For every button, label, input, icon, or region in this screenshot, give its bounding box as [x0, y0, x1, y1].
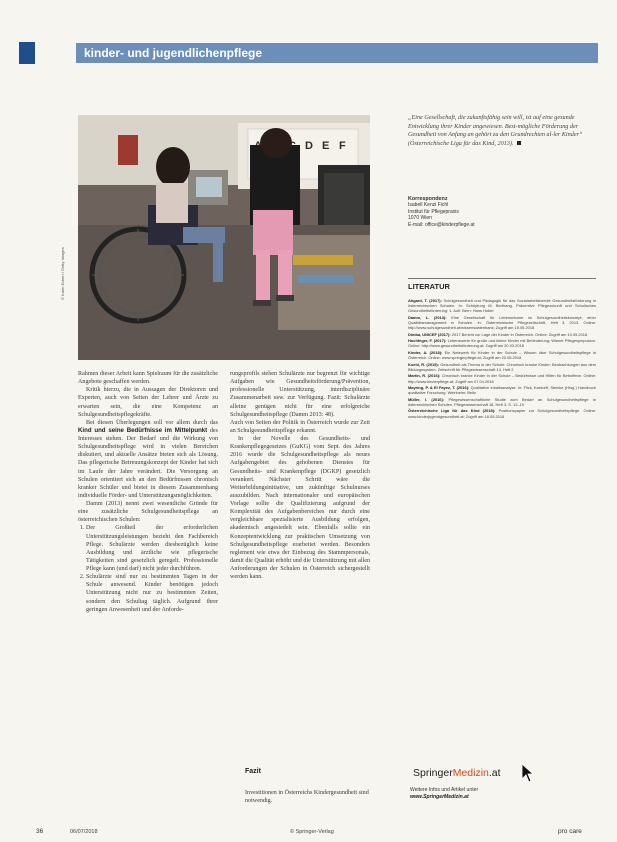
- chart-letter: D: [305, 140, 313, 152]
- literature-author: Ahgard, T. (2017):: [408, 298, 442, 303]
- literature-text: Pflegewissenschaftliche Studie zum Bedarf an Schulgesundheitspflege in österreichischen Schulen. Pflegewissenschaft 18, Heft 3, S. 12–19: [408, 396, 596, 407]
- paragraph-text: rungsprofils stehen Schulärzte nur begrenzt für wichtige Aufgaben wie Gesundheitsförderung/Prävention, professionelle Unterstützung, interdisziplinäre Zusammenarbeit usw. zur Verfügung. Fazit: Schulärzte alleine genügen nicht für eine erfolgreiche Schulgesundheitspflege (Damm 2013: 48).: [230, 371, 370, 418]
- intro-quote: „Eine Gesellschaft, die zukunftsfähig sein will, ist auf eine gesunde Entwicklung ihrer Kinder angewiesen. Best-mögliche Förderung der Gesundheit von Anfang an gehört zu den Grundrechten al-ler Kinder“ (Österreichische Liga für das Kind, 2013).: [408, 114, 583, 147]
- photo-credit: © Karin Eckerl / Getty Images: [60, 247, 65, 300]
- literature-entry: [408, 350, 596, 360]
- article-photo: [78, 115, 370, 360]
- end-square-icon: [517, 141, 521, 145]
- literature-text: Chronisch kranke Kinder in der Schule – Bedürfnisse und Hilfen für Betroffene. Online: http://www.kinderpflege.at; Zugriff am 07.04.2018: [408, 373, 596, 384]
- section-header: kinder- und jugendlichenpflege: [76, 43, 598, 63]
- contact-title: Korrespondenz: [408, 196, 448, 202]
- section-marker: [19, 42, 35, 64]
- literature-entry: [408, 338, 596, 348]
- literature-entry: [408, 332, 596, 337]
- literature-heading: LITERATUR: [408, 278, 596, 291]
- copyright: © Springer-Verlag: [290, 829, 334, 835]
- contact-line: Isabell Kenzi Fichl: [408, 202, 449, 209]
- article-paragraph: [78, 500, 218, 524]
- article-paragraph: [78, 419, 218, 500]
- highlight-text: Kind und seine Bedürfnisse im Mittelpunkt: [78, 426, 208, 434]
- magazine-name: pro care: [558, 828, 582, 835]
- article-paragraph: [230, 435, 370, 581]
- literature-author: Koehl, R. (2015):: [408, 361, 440, 367]
- literature-author: Hochfeger, F. (2017):: [408, 338, 447, 344]
- literature-entry: [408, 397, 596, 407]
- literature-entry: [408, 408, 596, 418]
- literature-text: Ein Netzwerk für Kinder in der Schule – Wissen über Schulgesundheitspflege in Österreich. Online: www.springerpflege.at; Zugriff am 20.05.2018: [408, 349, 596, 361]
- issue-date: 06/07/2018: [70, 829, 98, 835]
- paragraph-text: Auch von Seiten der Politik in Österreich wurde zur Zeit an Schulgesundheitspflege erkannt.: [230, 419, 370, 434]
- literature-entry: [408, 298, 596, 313]
- literature-text: Positionspapier zur Schulgesundheitspflege. Online: www.kinderjugendgesundheit.at; Zugriff am 18.05.2018: [408, 408, 596, 419]
- chart-letter: E: [322, 140, 330, 152]
- literature-author: Dimba, UNICEF (2017):: [408, 331, 451, 337]
- literature-text: Qualitative Inhaltsanalyse. In: Flick, Kardorff, Steinke (Hrsg.) Handbuch qualitative Forschung. Weinheim: Beltz: [408, 385, 596, 396]
- contact-block: [408, 196, 596, 228]
- chart-letter: F: [339, 140, 346, 152]
- literature-list: [408, 298, 596, 420]
- promo-line: Weitere Infos und Artikel unter: [410, 787, 479, 793]
- literature-text: Schulgesundheit und Pädagogik für das Sozialarbeitsberufe Gesundheitsförderung in österreichischen Schulen. In: Schöpfung M. Berthang, Präventive Pflegezukunft und Schulisches Gesundheitsförderung: 1. Aufl. Bern: Hans Huber: [408, 298, 596, 314]
- article-paragraph: [78, 370, 218, 386]
- cursor-arrow-icon: [521, 763, 535, 783]
- promo-text: [410, 787, 590, 801]
- contact-line: 1070 Wien: [408, 215, 432, 222]
- literature-author: Martin, R. (2016):: [408, 373, 441, 379]
- literature-author: Kinder, A. (2018):: [408, 349, 443, 355]
- classroom-photo-illustration: [78, 115, 370, 360]
- reason-list: [78, 524, 218, 613]
- article-paragraph: [230, 419, 370, 435]
- literature-text: Eine Gesellschaft für Lebensräume im Schulgesundheitskonzept; einer Qualitätsmanagement in Schulen. In: Österreichische Pflegezeitschrift, Heft 3, 2013. Online: http://www.schulgesundheit.at/wissensdatenbank; Zugriff am 15.05.2018: [408, 314, 596, 331]
- fazit-text: Investitionen in Österreichs Kindergesundheit sind notwendig.: [245, 790, 369, 805]
- literature-text: 2017 Bericht zur Lage der Kinder in Österreich. Online: Zugriff am 10.05.2018: [451, 331, 588, 337]
- fazit-heading: Fazit: [245, 768, 261, 775]
- promo-link[interactable]: www.SpringerMedizin.at: [410, 794, 469, 800]
- reason-item: 2. Schulärzte sind nur zu bestimmten Tagen in der Schule anwesend. Kinder benötigen jedoch Unterstützung nicht nur zu bestimmten Zeiten, sondern den Schultag täglich. Aufgrund ihrer geringen Anwesenheit und der Anforde-: [86, 573, 218, 614]
- springer-medizin-logo[interactable]: SpringerMedizin.at: [413, 767, 501, 779]
- literature-entry: [408, 362, 596, 372]
- paragraph-text: Bei diesen Überlegungen soll vor allem durch das: [86, 419, 218, 426]
- paragraph-text: Damm (2013) nennt zwei wesentliche Gründe für eine zusätzliche Schulgesundheitspflege an österreichischen Schulen:: [78, 501, 218, 524]
- paragraph-text: des Interesses stehen. Der Bedarf und die Wirkung von Schulgesundheitspflege wird in vielen Bereichen diskutiert, und aktuelle Ansätze bieten sich als Lösung. Das pflegerische Betreuungskonzept der Kinder hat sich im Laufe der Jahre verändert. Die Versorgung an Schulen orientiert sich an den Bedürfnissen chronisch kranker Schüler und bietet in diesem Zusammenhang individuelle Förder- und Unterstützungsmöglichkeiten.: [78, 427, 218, 499]
- literature-entry: [408, 385, 596, 395]
- literature-entry: [408, 373, 596, 383]
- reason-item: 1. Der Großteil der erforderlichen Unterstützungsleistungen bezieht den Fachbereich Pflege. Schulärzte werden diesbezüglich keine Ausbildung und ärztliche wie pflegerische Tätigkeiten sind gesetzlich geregelt. Professionelle Pflege kann (und darf) nicht jeder durchführen.: [86, 524, 218, 573]
- article-column-right: [230, 370, 370, 581]
- article-column-left: [78, 370, 218, 614]
- paragraph-text: In der Novelle des Gesundheits- und Krankenpflegegesetzes (GuKG) vom Sept. des Jahres 2016 wurde die Schulgesundheitspflege als neues Aufgabengebiet des gehobenen Dienstes für Gesundheits- und Krankenpflege (DGKP) gesetzlich verankert. Nächster Schritt wäre die Weiterbildungsinitiative, um zukünftige Schulnurses auszubilden. Nach internationaler und europäischen Vorlage sollte die Qualifizierung aufgrund der Komplexität des Aufgabenbereiches nur durch eine vergleichbare spezialisierte Ausbildung erfolgen, akademisch angesiedelt sein. Ebenfalls sollte ein Konzeptentwicklung zur praktischen Umsetzung von Schulgesundheitspflege erarbeitet werden. Besonders reglement wie etwa der Einbezug des Stammpersonals, damit die Qualität erhöht und die Unterstützung mit allen Anforderungen der Schulen in Österreich sichergestellt werden kann.: [230, 436, 370, 581]
- article-paragraph: [230, 370, 370, 419]
- contact-email: E-mail: office@kinderpflege.at: [408, 221, 475, 228]
- literature-text: Gesundheit als Thema in der Schule: Chronisch kranke Kinder; Beobachtungen aus dem Bildungssystem. Zeitschrift für Pflegewissenschaft 14, Heft 2: [408, 361, 596, 372]
- page-number: 36: [36, 828, 44, 835]
- literature-text: Lebenswerte für große und kleine Kinder mit Behinderung; Wiener Pflegesymposion. Online: http://www.gesundheitsförderung.at; Zugriff am 20.03.2018: [408, 338, 596, 349]
- literature-author: Mayring, P. & El Fayez, T. (2016):: [408, 385, 470, 391]
- paragraph-text: Rahmen dieser Arbeit kann Spielraum für die zusätzliche Angebote geschaffen werden.: [78, 371, 218, 386]
- literature-entry: [408, 315, 596, 330]
- literature-author: Damm, L. (2013):: [408, 314, 447, 320]
- contact-line: Institut für Pflegepraxis: [408, 208, 459, 215]
- paragraph-text: Kritik hierzu, die in Aussagen der Direktoren und Experten, auch von Seiten der Lehrer und Ärzte zu erwarten sein, die eine Kompetenz an Schulgesundheitspflegekräfte.: [78, 387, 218, 418]
- article-paragraph: [78, 386, 218, 419]
- literature-author: Österreichische Liga für das Kind (2018):: [408, 408, 496, 414]
- literature-author: Müller, I. (2016):: [408, 396, 445, 402]
